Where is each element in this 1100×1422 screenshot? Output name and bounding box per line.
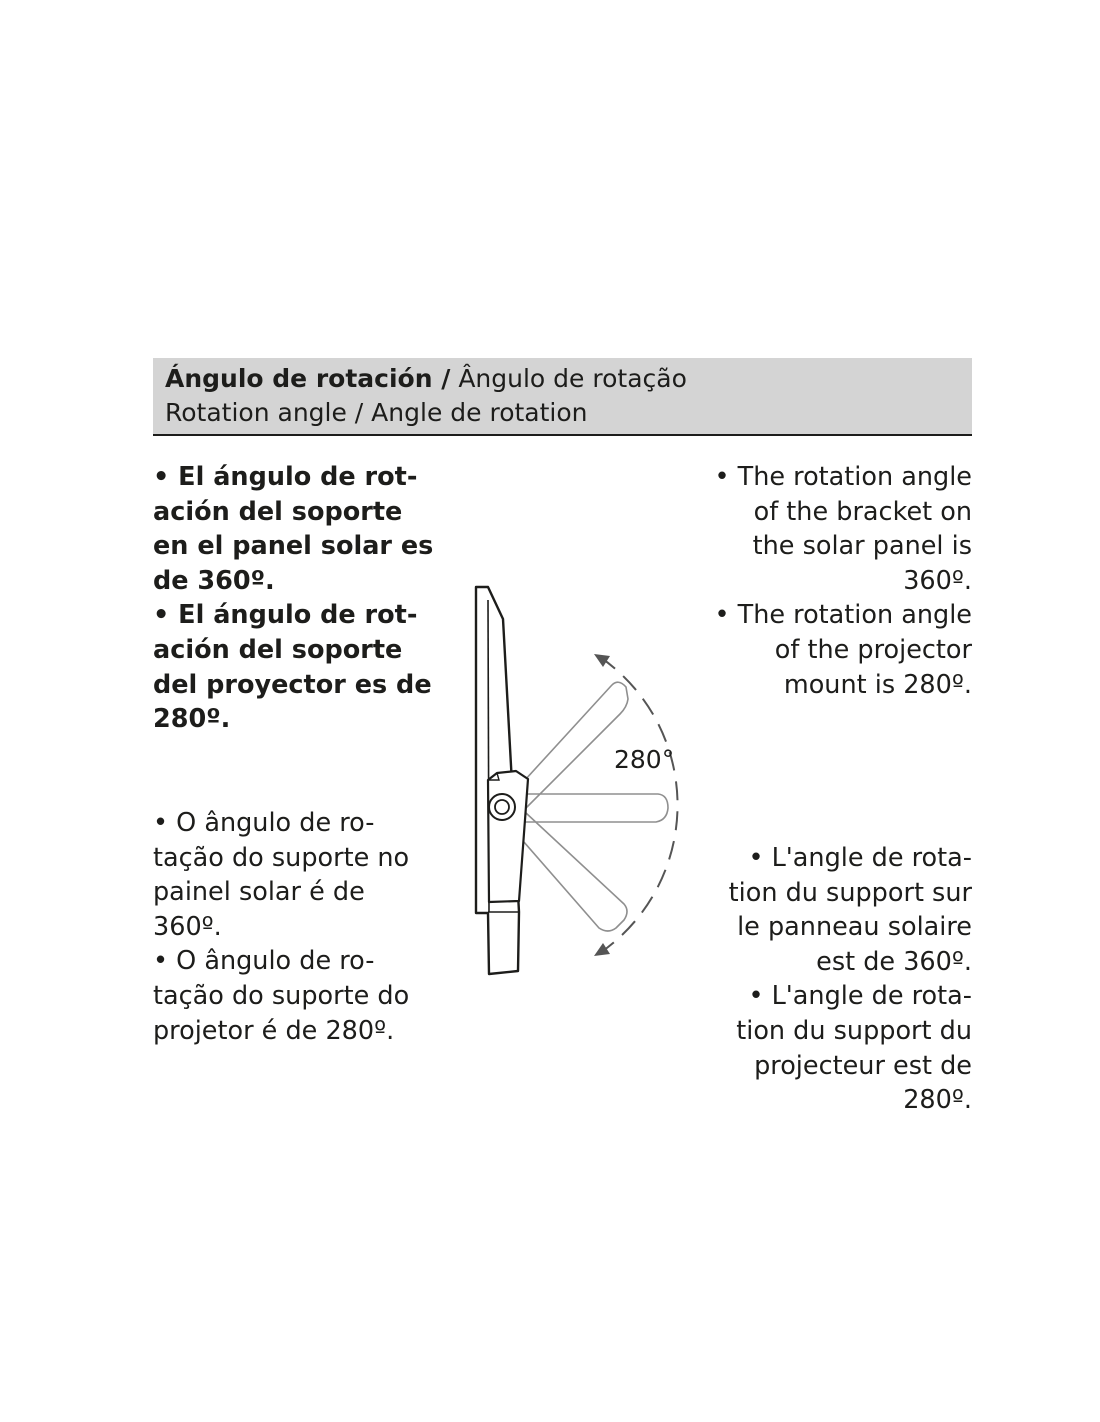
angle-label: 280° bbox=[614, 745, 675, 774]
es-line: 280º. bbox=[153, 704, 231, 735]
fr-line: est de 360º. bbox=[816, 946, 972, 977]
es-line: ación del soporte bbox=[153, 496, 403, 527]
header-title-rest: Ângulo de rotação bbox=[450, 364, 687, 393]
en-line: 360º. bbox=[903, 565, 972, 596]
bracket-mount-icon bbox=[488, 771, 528, 902]
en-line: mount is 280º. bbox=[783, 669, 972, 700]
arrow-down-icon bbox=[594, 943, 610, 956]
rotation-arc-icon bbox=[592, 652, 678, 956]
fr-line: tion du support du bbox=[736, 1015, 972, 1046]
projector-arm-horizontal-ghost bbox=[504, 794, 668, 822]
en-line: the solar panel is bbox=[752, 531, 972, 562]
header-subtitle: Rotation angle / Angle de rotation bbox=[165, 398, 588, 427]
fr-line: le panneau solaire bbox=[737, 912, 972, 943]
pt-line: • O ângulo de ro- bbox=[153, 946, 375, 977]
es-line: • El ángulo de rot- bbox=[153, 600, 418, 631]
es-line: de 360º. bbox=[153, 565, 275, 596]
fr-line: tion du support sur bbox=[728, 877, 972, 908]
en-line: • The rotation angle bbox=[714, 600, 972, 631]
fr-line: • L'angle de rota- bbox=[748, 843, 972, 873]
pt-line: tação do suporte do bbox=[153, 980, 410, 1011]
es-line: ación del soporte bbox=[153, 634, 403, 665]
en-line: • The rotation angle bbox=[714, 462, 972, 492]
pt-line: • O ângulo de ro- bbox=[153, 808, 375, 838]
pt-line: projetor é de 280º. bbox=[153, 1015, 395, 1046]
arrow-up-icon bbox=[594, 654, 610, 667]
fr-line: projecteur est de bbox=[754, 1050, 972, 1081]
es-line: del proyector es de bbox=[153, 669, 432, 700]
fr-line: 280º. bbox=[903, 1085, 972, 1116]
pivot-joint-icon bbox=[489, 794, 515, 820]
es-line: • El ángulo de rot- bbox=[153, 462, 418, 492]
en-line: of the projector bbox=[774, 634, 972, 665]
en-line: of the bracket on bbox=[753, 496, 972, 527]
pt-line: tação do suporte no bbox=[153, 842, 410, 873]
pt-line: 360º. bbox=[153, 911, 222, 942]
header-title-bold: Ángulo de rotación / bbox=[165, 364, 451, 393]
es-line: en el panel solar es bbox=[153, 531, 434, 562]
pt-line: painel solar é de bbox=[153, 877, 365, 908]
fr-line: • L'angle de rota- bbox=[748, 981, 972, 1012]
